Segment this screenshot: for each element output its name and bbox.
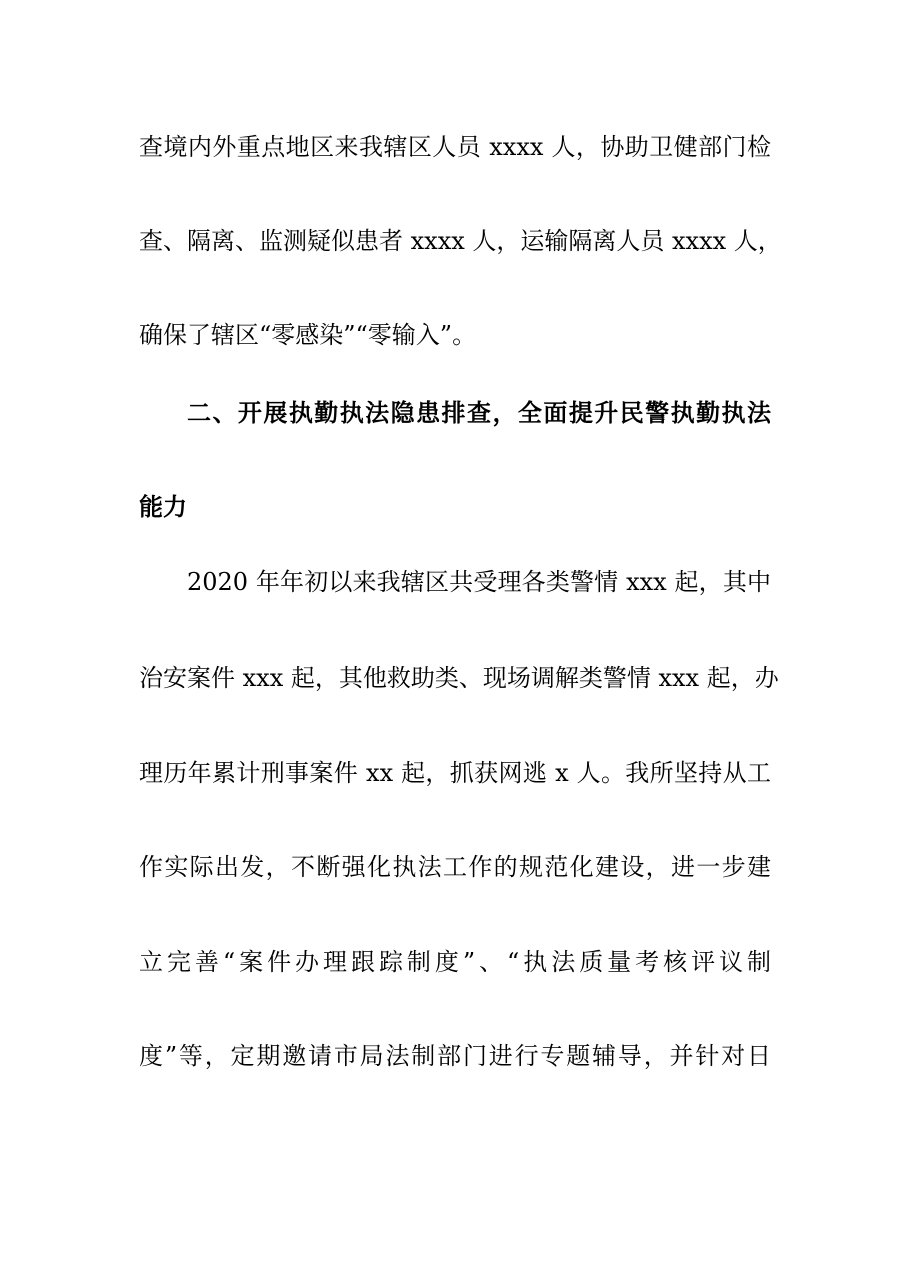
section-heading: 二、开展执勤执法隐患排查，全面提升民警执勤执法: [187, 399, 771, 427]
paragraph-line: 查境内外重点地区来我辖区人员 xxxx 人，协助卫健部门检: [139, 133, 771, 161]
paragraph-line: 度”等，定期邀请市局法制部门进行专题辅导，并针对日: [139, 1042, 771, 1070]
paragraph-line: 理历年累计刑事案件 xx 起，抓获网逃 x 人。我所坚持从工: [139, 759, 771, 787]
paragraph-line: 作实际出发，不断强化执法工作的规范化建设，进一步建: [139, 853, 771, 881]
section-heading-continued: 能力: [139, 493, 187, 521]
paragraph-line: 查、隔离、监测疑似患者 xxxx 人，运输隔离人员 xxxx 人，: [139, 227, 782, 255]
paragraph-line: 立完善“案件办理跟踪制度”、“执法质量考核评议制: [139, 948, 771, 976]
paragraph-line: 2020 年年初以来我辖区共受理各类警情 xxx 起，其中: [187, 568, 771, 596]
paragraph-line: 治安案件 xxx 起，其他救助类、现场调解类警情 xxx 起，办: [139, 664, 779, 692]
paragraph-line: 确保了辖区“零感染”“零输入”。: [139, 321, 477, 349]
